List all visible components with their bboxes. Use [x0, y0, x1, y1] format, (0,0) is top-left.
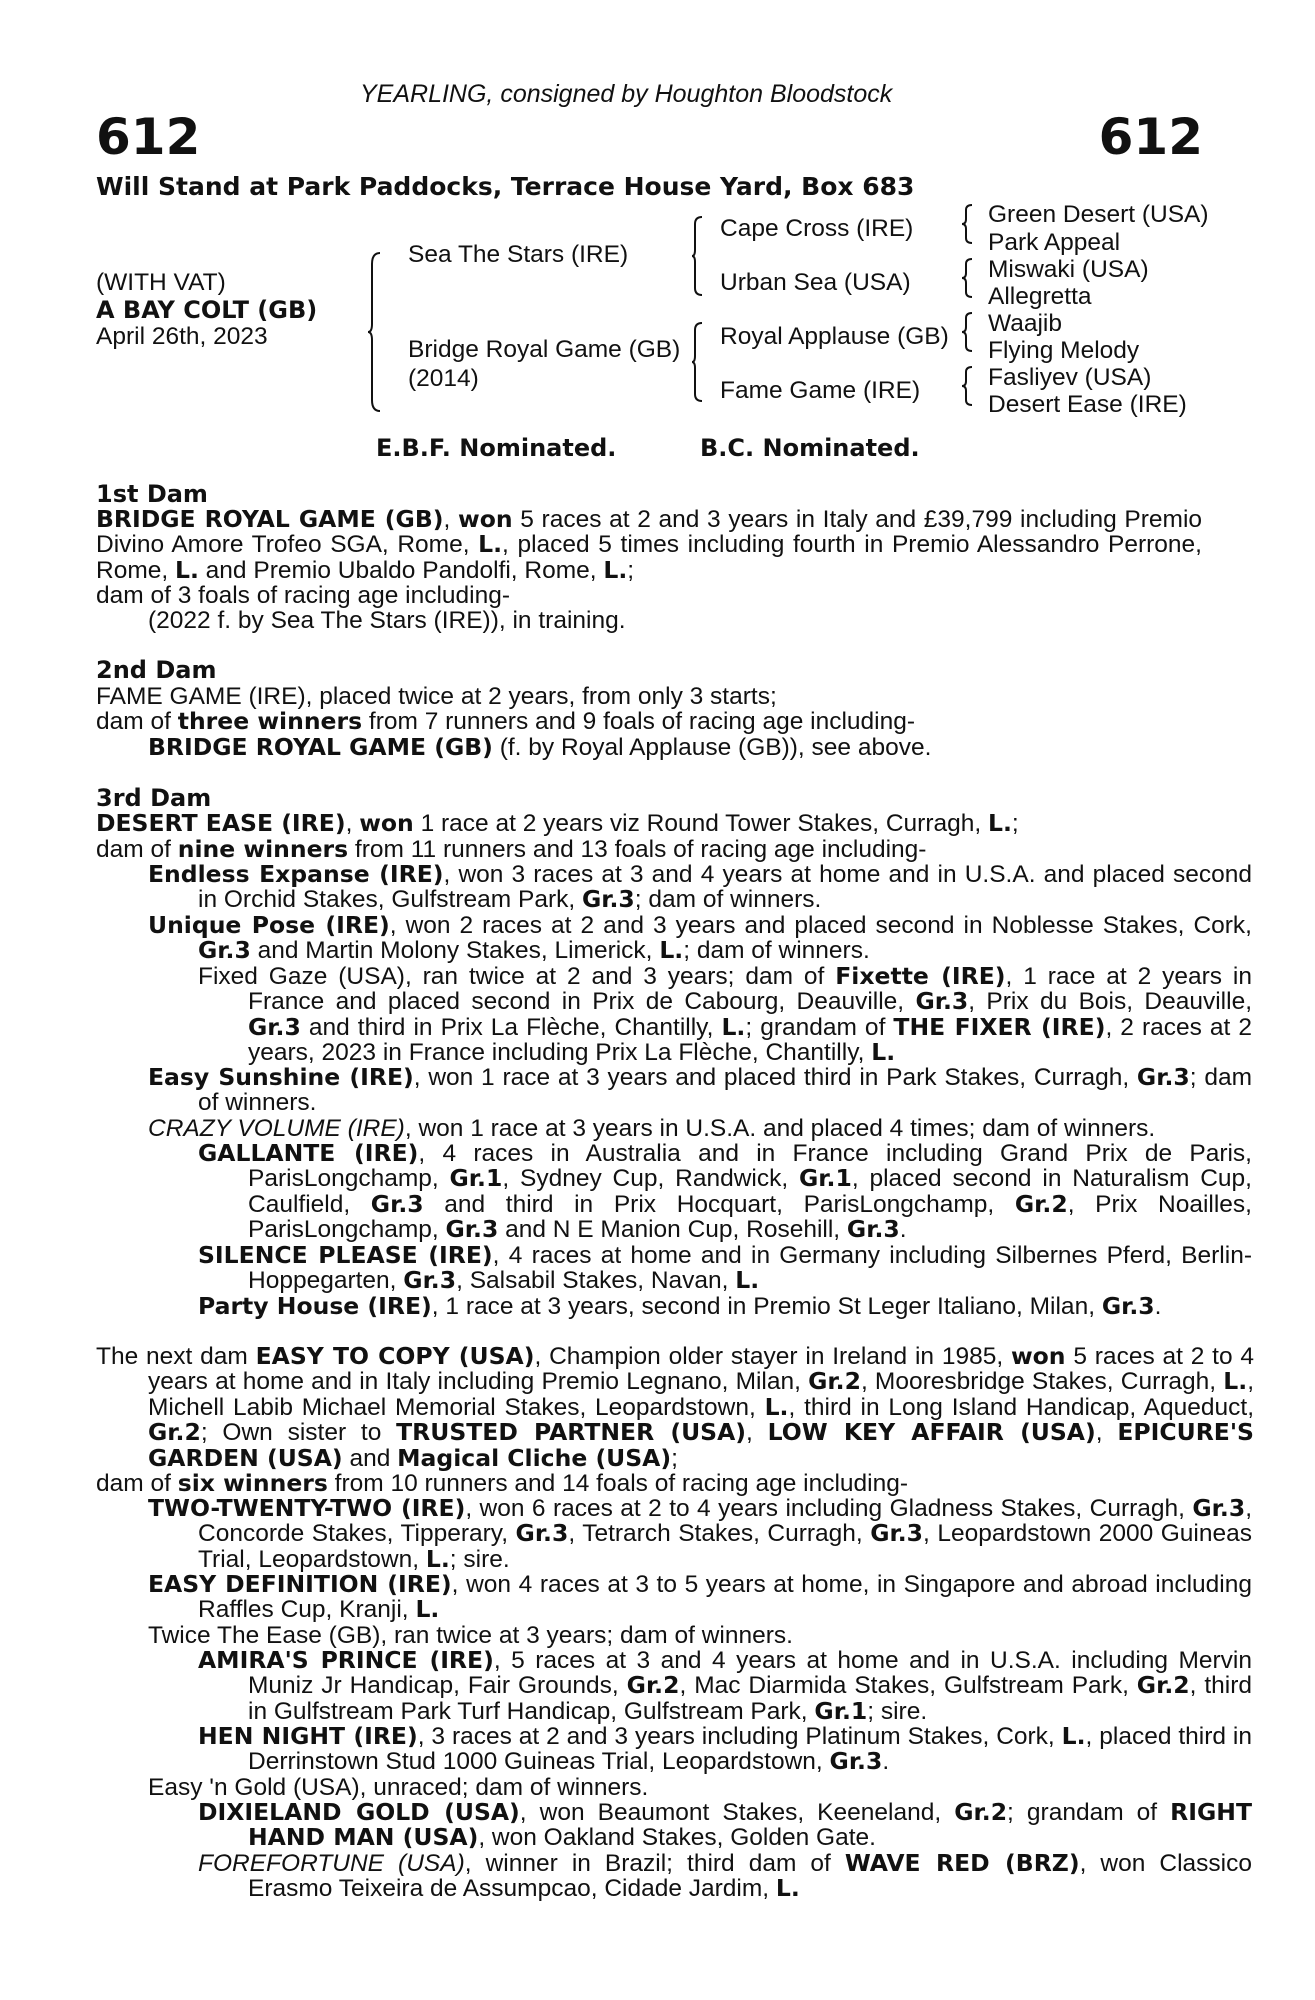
horse-dob: April 26th, 2023 [96, 323, 268, 350]
entry-forefortune: FOREFORTUNE (USA), winner in Brazil; third dam of WAVE RED (BRZ), won Classico Erasmo Teixeira de Assumpcao, Cidade Jardim, L. [198, 1849, 1252, 1903]
entry-fixed-gaze: Fixed Gaze (USA), ran twice at 2 and 3 years; dam of Fixette (IRE), 1 race at 2 years in France and placed second in Prix de Cabourg, Deauville, Gr.3, Prix du Bois, Deauville, Gr.3 and third in Prix La Flèche, Chantilly, L.; grandam of THE FIXER (IRE), 2 races at 2 years, 2023 in France including Prix La Flèche, Chantilly, L. [198, 962, 1253, 1067]
third-dam-title: 3rd Dam [96, 784, 212, 812]
entry-unique-pose: Unique Pose (IRE), won 2 races at 2 and 3 years and placed second in Noblesse Stakes, Cork, Gr.3 and Martin Molony Stakes, Limerick, L.; dam of winners. [148, 911, 1252, 965]
next-dam-paragraph: The next dam EASY TO COPY (USA), Champion older stayer in Ireland in 1985, won 5 races at 2 to 4 years at home and in Italy including Premio Legnano, Milan, Gr.2, Mooresbridge Stakes, Curragh, L., Michell Labib Michael Memorial Stakes, Leopardstown, L., third in Long Island Handicap, Aqueduct, Gr.2; Own sister to TRUSTED PARTNER (USA), LOW KEY AFFAIR (USA), EPICURE'S GARDEN (USA) and Magical Cliche (USA); [96, 1342, 1255, 1472]
dam-name: Bridge Royal Game (GB) [408, 336, 681, 363]
first-dam-paragraph: BRIDGE ROYAL GAME (GB), won 5 races at 2 and 3 years in Italy and £39,799 including Premio Divino Amore Trofeo SGA, Rome, L., placed 5 times including fourth in Premio Alessandro Perrone, Rome, L. and Premio Ubaldo Pandolfi, Rome, L.; [96, 505, 1203, 584]
second-dam-produce: BRIDGE ROYAL GAME (GB) (f. by Royal Applause (GB)), see above. [148, 733, 932, 761]
pedigree-brace-main [368, 252, 382, 412]
g3-8: Desert Ease (IRE) [988, 391, 1187, 418]
g3-5: Waajib [988, 310, 1062, 337]
entry-crazy-volume: CRAZY VOLUME (IRE), won 1 race at 3 years in U.S.A. and placed 4 times; dam of winners. [148, 1115, 1156, 1142]
entry-easy-n-gold: Easy 'n Gold (USA), unraced; dam of winners. [148, 1774, 649, 1801]
lot-number-right: 612 [1098, 108, 1203, 166]
g3-6: Flying Melody [988, 337, 1140, 364]
ebf-nominated: E.B.F. Nominated. [376, 434, 617, 462]
vat-label: (WITH VAT) [96, 269, 226, 296]
entry-easy-sunshine: Easy Sunshine (IRE), won 1 race at 3 years and placed third in Park Stakes, Curragh, Gr.3; dam of winners. [148, 1063, 1252, 1117]
entry-two-twenty-two: TWO-TWENTY-TWO (IRE), won 6 races at 2 to 4 years including Gladness Stakes, Curragh, Gr.3, Concorde Stakes, Tipperary, Gr.3, Tetrarch Stakes, Curragh, Gr.3, Leopardstown 2000 Guineas Trial, Leopardstown, L.; sire. [148, 1494, 1252, 1573]
dam-dam: Fame Game (IRE) [720, 377, 921, 404]
first-dam-name: BRIDGE ROYAL GAME (GB) [96, 505, 444, 533]
g3-7: Fasliyev (USA) [988, 364, 1152, 391]
third-dam-line: DESERT EASE (IRE), won 1 race at 2 years viz Round Tower Stakes, Curragh, L.; [96, 809, 1019, 837]
pedigree-brace-sire [692, 216, 704, 296]
dam-sire: Royal Applause (GB) [720, 323, 949, 350]
pedigree-brace-g3-2 [962, 258, 974, 298]
g3-2: Park Appeal [988, 229, 1121, 256]
dam-year: (2014) [408, 365, 479, 392]
sire-sire: Cape Cross (IRE) [720, 215, 914, 242]
pedigree-brace-dam [692, 322, 704, 402]
pedigree-brace-g3-1 [962, 204, 974, 244]
second-dam-title: 2nd Dam [96, 656, 217, 684]
g3-1: Green Desert (USA) [988, 201, 1209, 228]
bc-nominated: B.C. Nominated. [700, 434, 920, 462]
sire-name: Sea The Stars (IRE) [408, 241, 629, 268]
horse-name: A BAY COLT (GB) [96, 296, 318, 324]
entry-hen-night: HEN NIGHT (IRE), 3 races at 2 and 3 years including Platinum Stakes, Cork, L., placed third in Derrinstown Stud 1000 Guineas Trial, Leopardstown, Gr.3. [198, 1722, 1252, 1776]
second-dam-dam-of: dam of three winners from 7 runners and 9 foals of racing age including- [96, 707, 916, 735]
entry-endless-expanse: Endless Expanse (IRE), won 3 races at 3 and 4 years at home and in U.S.A. and placed second in Orchid Stakes, Gulfstream Park, Gr.3; dam of winners. [148, 860, 1252, 914]
stand-location: Will Stand at Park Paddocks, Terrace House Yard, Box 683 [96, 172, 915, 201]
pedigree-brace-g3-3 [962, 312, 974, 352]
entry-easy-definition: EASY DEFINITION (IRE), won 4 races at 3 to 5 years at home, in Singapore and abroad including Raffles Cup, Kranji, L. [148, 1570, 1252, 1624]
second-dam-line: FAME GAME (IRE), placed twice at 2 years, from only 3 starts; [96, 683, 777, 710]
g3-4: Allegretta [988, 283, 1092, 310]
pedigree-brace-g3-4 [962, 366, 974, 406]
third-dam-dam-of: dam of nine winners from 11 runners and 13 foals of racing age including- [96, 835, 927, 863]
first-dam-dam-of: dam of 3 foals of racing age including- [96, 582, 511, 609]
entry-party-house: Party House (IRE), 1 race at 3 years, second in Premio St Leger Italiano, Milan, Gr.3. [198, 1292, 1162, 1320]
sire-dam: Urban Sea (USA) [720, 269, 911, 296]
entry-dixieland-gold: DIXIELAND GOLD (USA), won Beaumont Stakes, Keeneland, Gr.2; grandam of RIGHT HAND MAN (USA), won Oakland Stakes, Golden Gate. [198, 1798, 1252, 1852]
first-dam-foal: (2022 f. by Sea The Stars (IRE)), in training. [148, 607, 626, 634]
entry-amiras-prince: AMIRA'S PRINCE (IRE), 5 races at 3 and 4 years at home and in U.S.A. including Mervin Muniz Jr Handicap, Fair Grounds, Gr.2, Mac Diarmida Stakes, Gulfstream Park, Gr.2, third in Gulfstream Park Turf Handicap, Gulfstream Park, Gr.1; sire. [198, 1646, 1252, 1725]
g3-3: Miswaki (USA) [988, 256, 1149, 283]
entry-twice-the-ease: Twice The Ease (GB), ran twice at 3 years; dam of winners. [148, 1622, 793, 1649]
next-dam-dam-of: dam of six winners from 10 runners and 14 foals of racing age including- [96, 1469, 909, 1497]
entry-gallante: GALLANTE (IRE), 4 races in Australia and in France including Grand Prix de Paris, ParisLongchamp, Gr.1, Sydney Cup, Randwick, Gr.1, placed second in Naturalism Cup, Caulfield, Gr.3 and third in Prix Hocquart, ParisLongchamp, Gr.2, Prix Noailles, ParisLongchamp, Gr.3 and N E Manion Cup, Rosehill, Gr.3. [198, 1139, 1252, 1244]
first-dam-title: 1st Dam [96, 480, 208, 508]
lot-number-left: 612 [96, 108, 201, 166]
entry-silence-please: SILENCE PLEASE (IRE), 4 races at home and in Germany including Silbernes Pferd, Berlin-Hoppegarten, Gr.3, Salsabil Stakes, Navan, L. [198, 1241, 1252, 1295]
consignment-line: YEARLING, consigned by Houghton Bloodstock [360, 80, 893, 108]
